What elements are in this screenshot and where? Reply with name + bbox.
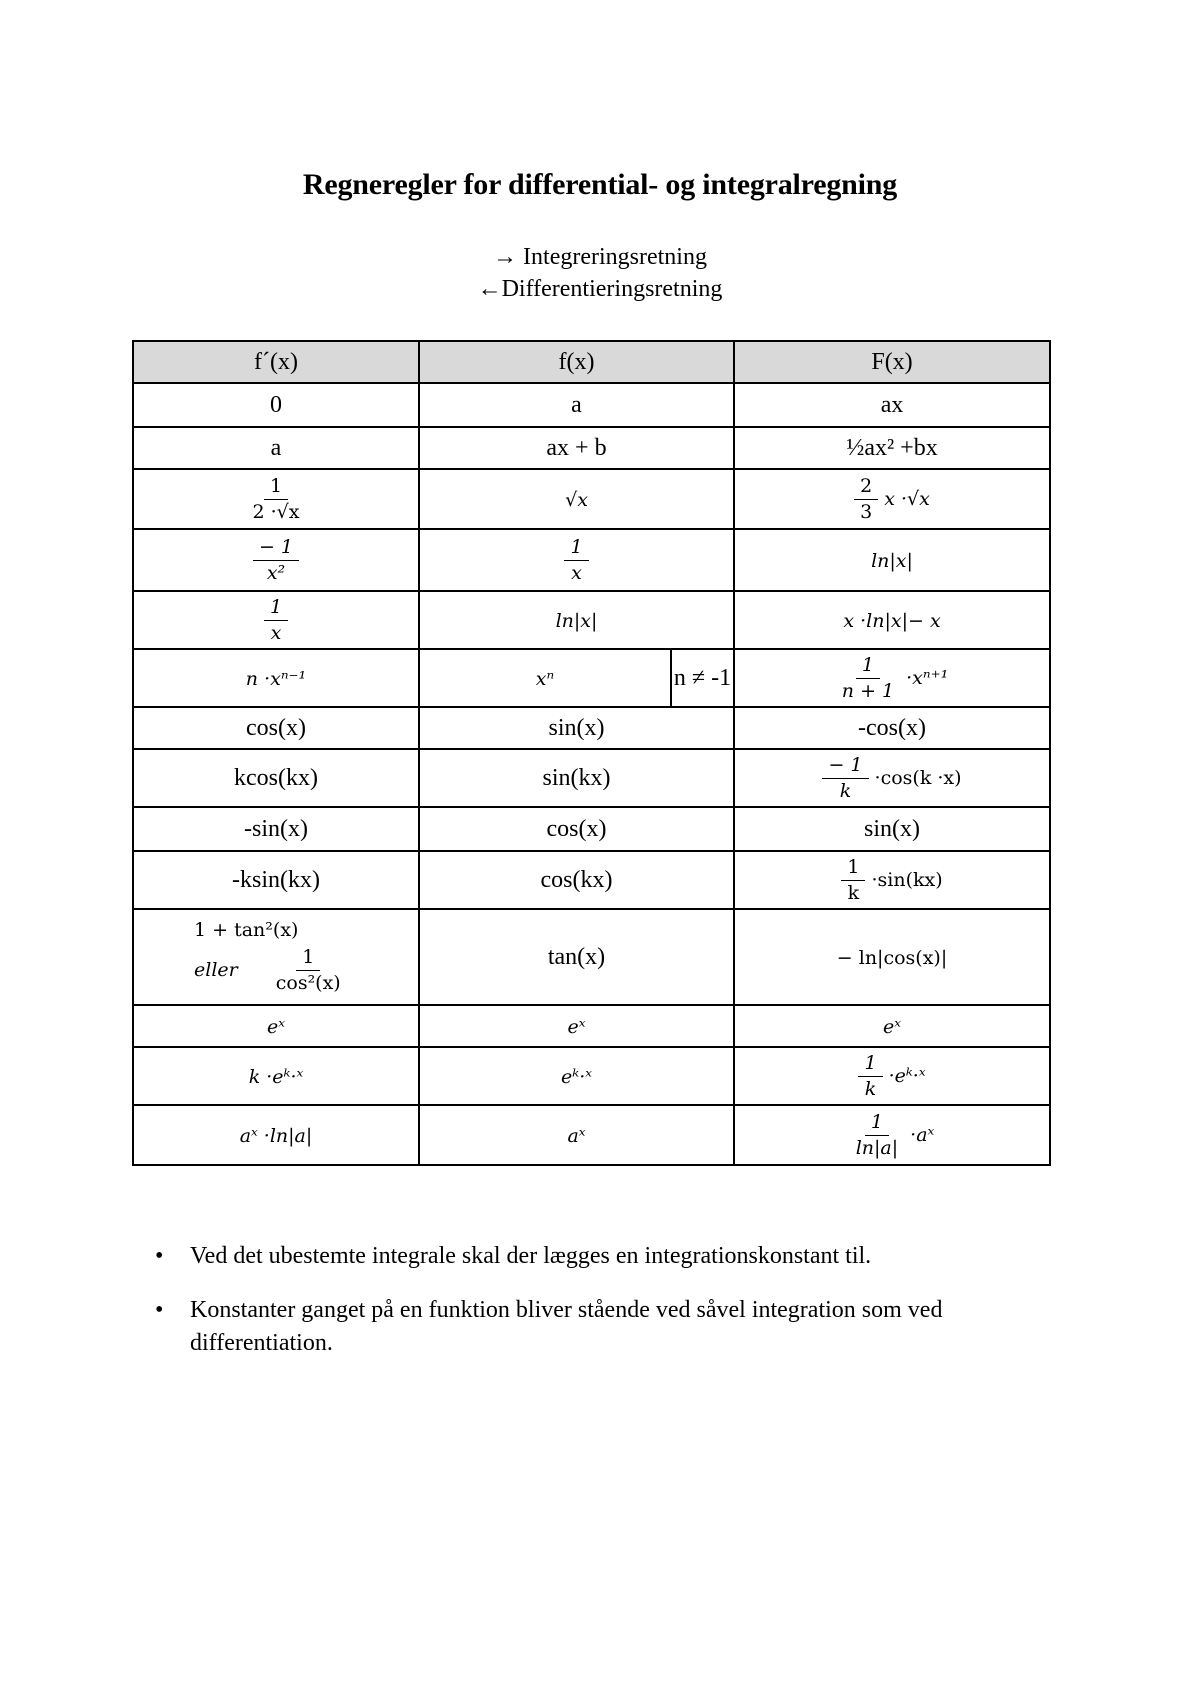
cell-F: -cos(x) [734,707,1050,749]
fraction [858,1053,882,1100]
numerator: − 1 [822,755,868,779]
bullet-icon: • [155,1297,164,1324]
fraction [270,947,347,994]
math-expression: x ·ln|x|− x [843,609,941,632]
page-title: Regneregler for differential- og integralregning [302,168,898,201]
cell-f [419,1047,734,1105]
list-item [155,1240,1055,1272]
cell-fprime: -sin(x) [133,807,419,851]
table-row [133,383,1050,427]
cell-f [419,529,734,591]
cell-F [734,1005,1050,1047]
table-row [133,1005,1050,1047]
cell-f [419,591,734,649]
cell-F [734,591,1050,649]
differentiation-direction: ←Differentieringsretning [477,276,723,302]
numerator: 1 [564,537,588,561]
numerator: 1 [296,947,320,971]
table-row [133,707,1050,749]
math-expression: − ln|cos(x)| [836,946,948,969]
math-expression: eˣ [267,1015,285,1038]
table-header-row [133,341,1050,383]
cell-F [734,851,1050,909]
fraction [564,537,588,584]
cell-fprime: -ksin(kx) [133,851,419,909]
rules-table [132,340,1051,1166]
numerator: 1 [264,476,288,500]
notes-list [155,1240,1055,1381]
integration-direction: → Integreringsretning [493,244,707,270]
numerator: 2 [854,476,878,500]
cell-fprime: cos(x) [133,707,419,749]
cell-f [419,1005,734,1047]
denominator: k [847,881,860,904]
math-expression: eˣ [883,1015,902,1038]
math-expression: 1 + tan²(x) [194,919,299,942]
fraction [264,597,288,644]
fraction [841,857,865,904]
numerator: 1 [858,1053,882,1077]
table-row [133,807,1050,851]
table-row [133,1105,1050,1165]
cell-f: tan(x) [419,909,734,1005]
table-row [133,1047,1050,1105]
math-expression: eᵏ·ˣ [561,1065,592,1088]
denominator: 3 [860,500,873,523]
note-text: Konstanter ganget på en funktion bliver stående ved såvel integration som ved differentiation. [190,1297,943,1356]
numerator: 1 [856,655,880,679]
cell-fprime: kcos(kx) [133,749,419,807]
cell-F [734,1047,1050,1105]
cell-f: a [419,383,734,427]
cell-fprime [133,909,419,1005]
denominator: k [839,779,852,802]
cell-F [734,909,1050,1005]
header-fprime: f´(x) [133,341,419,383]
fraction [822,755,868,802]
table-row [133,749,1050,807]
math-expression: ·eᵏ·ˣ [888,1064,926,1087]
cell-fprime: a [133,427,419,469]
cell-f [419,649,671,707]
math-expression: ·cos(k ·x) [874,766,962,789]
cell-f: sin(kx) [419,749,734,807]
cell-fprime [133,529,419,591]
table-row [133,529,1050,591]
or-label: eller [194,958,238,981]
math-expression: ln|x| [871,549,913,572]
fraction [253,537,299,584]
denominator: n + 1 [841,679,895,702]
math-expression: aˣ [567,1124,586,1147]
header-f: f(x) [419,341,734,383]
cell-f: cos(kx) [419,851,734,909]
math-expression: ln|x| [555,609,598,632]
list-item [155,1294,1055,1359]
cell-fprime [133,1047,419,1105]
numerator: 1 [865,1112,889,1136]
bullet-icon: • [155,1243,164,1269]
denominator: cos²(x) [275,971,341,994]
math-expression: x ·√x [884,487,930,510]
math-expression: n ·xⁿ⁻¹ [245,667,307,690]
table-row [133,851,1050,909]
table-row [133,591,1050,649]
math-expression: eˣ [567,1015,586,1038]
cell-F: ½ax² +bx [734,427,1050,469]
math-expression: ·aˣ [910,1123,935,1146]
note-text: Ved det ubestemte integrale skal der lægges en integrationskonstant til. [190,1243,872,1269]
cell-F: sin(x) [734,807,1050,851]
denominator: 2 ·√x [252,500,300,523]
cell-F [734,749,1050,807]
cell-f: sin(x) [419,707,734,749]
cell-fprime [133,649,419,707]
cell-fprime [133,1005,419,1047]
cell-fprime [133,469,419,529]
math-expression: ·xⁿ⁺¹ [906,666,949,689]
math-expression: ·sin(kx) [871,868,943,891]
denominator: x [571,561,582,584]
math-expression: aˣ ·ln|a| [239,1124,313,1147]
cell-fprime: 0 [133,383,419,427]
header-F: F(x) [734,341,1050,383]
cell-F [734,529,1050,591]
cell-f [419,1105,734,1165]
fraction [850,1112,904,1159]
cell-F [734,649,1050,707]
denominator: x [270,621,282,644]
math-expression: √x [565,488,588,511]
numerator: 1 [264,597,288,621]
fraction [836,655,900,702]
cell-condition: n ≠ -1 [671,649,734,707]
cell-f: ax + b [419,427,734,469]
numerator: 1 [841,857,865,881]
denominator: k [864,1077,877,1100]
cell-f: cos(x) [419,807,734,851]
cell-F: ax [734,383,1050,427]
fraction [247,476,306,523]
denominator: x² [266,561,286,584]
table-row [133,427,1050,469]
table-row [133,649,1050,707]
numerator: − 1 [253,537,299,561]
cell-f [419,469,734,529]
fraction [854,476,878,523]
cell-F [734,1105,1050,1165]
cell-fprime [133,591,419,649]
table-row [133,469,1050,529]
denominator: ln|a| [855,1136,899,1159]
cell-fprime [133,1105,419,1165]
table-row [133,909,1050,1005]
math-expression: k ·eᵏ·ˣ [248,1065,304,1088]
math-expression: xⁿ [535,667,555,690]
cell-F [734,469,1050,529]
